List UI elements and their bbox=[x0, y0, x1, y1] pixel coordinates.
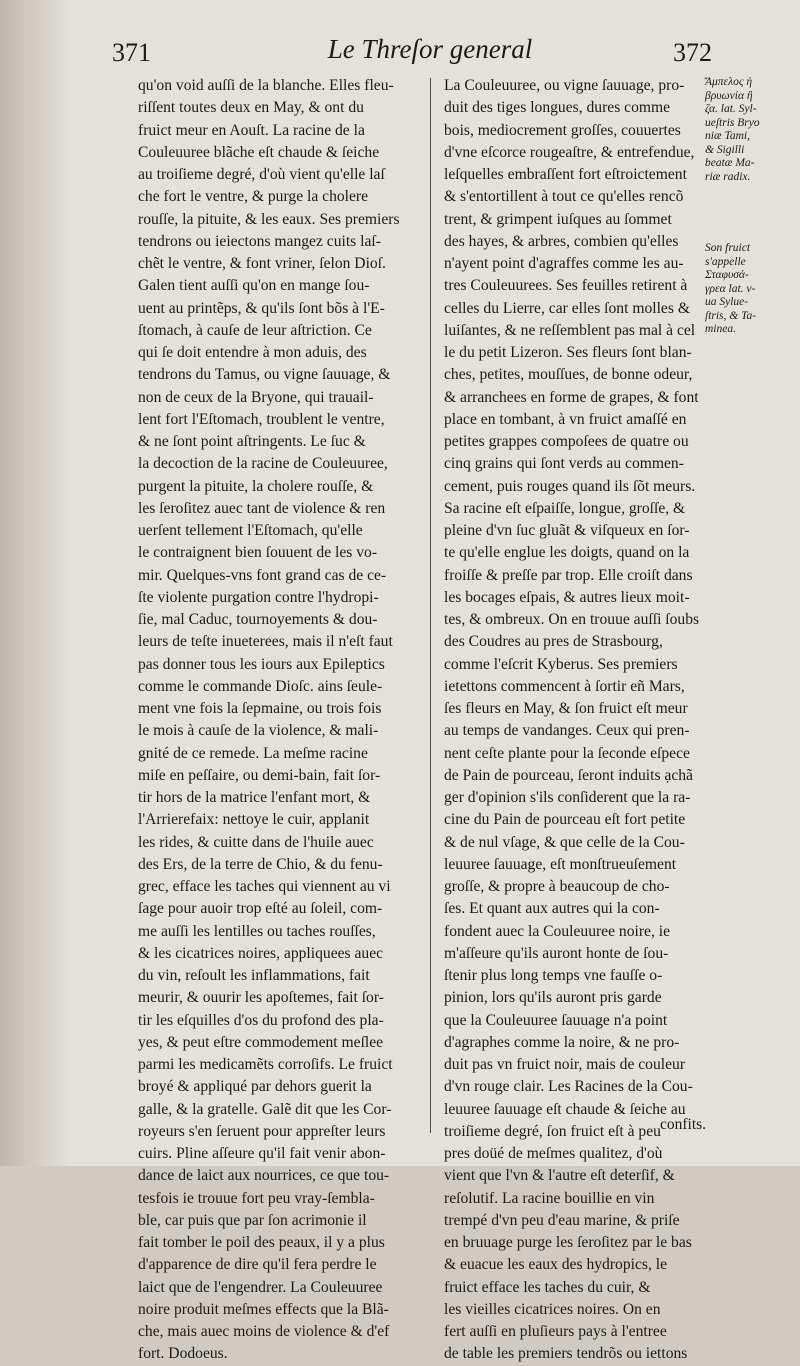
text-line: ment vne fois la ſepmaine, ou trois fois bbox=[138, 700, 382, 717]
text-line: cine du Pain de pourceau eſt fort petite bbox=[444, 811, 686, 829]
text-line: m'aſſeure qu'ils auront honte de ſou- bbox=[444, 944, 669, 962]
text-line: le du petit Lizeron. Ses fleurs ſont blan- bbox=[444, 344, 692, 361]
text-line: l'Arrierefaix: nettoye le cuir, applanit bbox=[138, 811, 370, 829]
margin-notes bbox=[705, 76, 797, 335]
text-line: duit des tiges longues, dures comme bbox=[444, 99, 671, 117]
margin-note-line: ζα. lat. Syl- bbox=[705, 103, 757, 115]
text-line: ble, car puis que par ſon acrimonie il bbox=[138, 1211, 367, 1229]
column-rule bbox=[430, 78, 431, 1133]
text-line: riſſent toutes deux en May, & ont du bbox=[138, 99, 364, 117]
text-line: & de nul vſage, & que celle de la Cou- bbox=[444, 833, 685, 851]
text-line: d'vne eſcorce rougeaſtre, & entrefendue, bbox=[444, 143, 695, 161]
text-line: les vieilles cicatrices noires. On en bbox=[444, 1300, 661, 1318]
text-line: que la Couleuuree ſauuage n'a point bbox=[444, 1011, 668, 1029]
text-line: fait tomber le poil des peaux, il y a plus bbox=[138, 1234, 385, 1251]
text-line: gnité de ce remede. La meſme racine bbox=[138, 744, 368, 762]
text-line: pas donner tous les iours aux Epileptics bbox=[138, 655, 385, 673]
text-line: grec, efface les taches qui viennent au vi bbox=[138, 878, 391, 895]
margin-note-line: Ἄμπελος ἡ bbox=[705, 76, 753, 88]
text-line: les bocages eſpais, & autres lieux moit- bbox=[444, 588, 690, 606]
text-line: vient que l'vn & l'autre eſt deterſif, & bbox=[444, 1167, 675, 1185]
text-line: ſes fleurs en May, & ſon fruict eſt meur bbox=[444, 700, 688, 717]
text-line: me auſſi les lentilles ou taches rouſſes, bbox=[138, 922, 376, 940]
text-line: les rides, & cuitte dans de l'huile auec bbox=[138, 833, 374, 851]
text-line: en bruuage purge les ſeroſitez par le bas bbox=[444, 1234, 692, 1251]
right-text-column bbox=[444, 75, 706, 1366]
text-line: meurir, & ouurir les apoſtemes, fait ſor- bbox=[138, 989, 384, 1007]
text-line: pres doüé de meſmes qualitez, d'où bbox=[444, 1145, 663, 1162]
text-line: ſie, mal Caduc, tournoyements & dou- bbox=[138, 611, 378, 628]
text-line: ſes. Et quant aux autres qui la con- bbox=[444, 900, 660, 918]
margin-note-line: ueſtris Bryo bbox=[705, 116, 760, 129]
text-line: yes, & peut eſtre commodement meſlee bbox=[138, 1033, 384, 1051]
text-line: comme le commande Dioſc. ains ſeule- bbox=[138, 677, 383, 695]
text-line: du vin, reſoult les inflammations, fait bbox=[138, 967, 370, 984]
text-line: bois, mediocrement groſſes, couuertes bbox=[444, 121, 681, 139]
text-line: leuuree ſauuage, eſt monſtrueuſement bbox=[444, 855, 677, 873]
text-line: leurs de teſte inueterees, mais il n'eſt faut bbox=[138, 633, 393, 651]
text-line: te qu'elle englue les doigts, quand on la bbox=[444, 544, 690, 562]
text-line: groſſe, & propre à beaucoup de cho- bbox=[444, 878, 670, 895]
text-line: ſtomach, à cauſe de leur aſtriction. Ce bbox=[138, 321, 372, 339]
text-line: le contraignent bien ſouuent de les vo- bbox=[138, 544, 378, 562]
text-line: galle, & la gratelle. Galẽ dit que les Cor- bbox=[138, 1100, 392, 1118]
text-line: Couleuuree blãche eſt chaude & ſeiche bbox=[138, 143, 380, 161]
text-line: leuuree ſauuage eſt chaude & ſeiche au bbox=[444, 1100, 686, 1118]
margin-note bbox=[705, 76, 797, 184]
margin-note-line: ua Sylue- bbox=[705, 296, 749, 308]
text-line: mir. Quelques-vns font grand cas de ce- bbox=[138, 566, 387, 584]
text-line: ches, petites, mouſſues, de bonne odeur, bbox=[444, 366, 693, 384]
text-line: cinq grains qui ſont verds au commen- bbox=[444, 455, 684, 473]
text-line: royeurs s'en ſeruent pour appreſter leurs bbox=[138, 1122, 386, 1140]
text-line: ſtenir plus long temps vne fauſſe o- bbox=[444, 967, 663, 984]
text-line: la decoction de la racine de Couleuuree, bbox=[138, 455, 388, 473]
right-page-number: 372 bbox=[673, 38, 712, 67]
text-line: cuirs. Pline aſſeure qu'il fait venir abon- bbox=[138, 1145, 386, 1162]
text-line: ſte violente purgation contre l'hydropi- bbox=[138, 588, 379, 606]
text-line: broyé & appliqué par dehors guerit la bbox=[138, 1078, 372, 1096]
text-line: fruict meur en Aouſt. La racine de la bbox=[138, 121, 365, 139]
text-line: n'ayent point d'agraffes comme les au- bbox=[444, 255, 684, 272]
text-line: che fort le ventre, & purge la cholere bbox=[138, 188, 369, 206]
margin-note-line: βρυωνία ἢ bbox=[705, 89, 753, 102]
text-line: d'agraphes comme la noire, & ne pro- bbox=[444, 1033, 680, 1051]
margin-note-line: ſtris, & Ta- bbox=[705, 309, 757, 322]
text-line: troiſieme degré, ſon fruict eſt à peu bbox=[444, 1122, 661, 1140]
text-line: ſage pour auoir trop eſté au ſoleil, com- bbox=[138, 900, 383, 918]
text-line: le mois à cauſe de la violence, & mali- bbox=[138, 722, 379, 740]
text-line: noire produit meſmes effects que la Blã- bbox=[138, 1300, 389, 1318]
text-line: dance de laict aux nourrices, ce que tou- bbox=[138, 1167, 390, 1185]
margin-note-line: niæ Tami, bbox=[705, 130, 750, 142]
margin-note-line: Son fruict bbox=[705, 242, 751, 254]
text-line: che, mais auec moins de violence & d'ef bbox=[138, 1323, 390, 1340]
text-line: les ſeroſitez auec tant de violence & ren bbox=[138, 499, 386, 517]
left-page-number: 371 bbox=[112, 38, 151, 67]
text-line: ietettons commencent à ſortir eñ Mars, bbox=[444, 677, 685, 695]
text-line: celles du Lierre, car elles ſont molles & bbox=[444, 299, 690, 317]
text-line: fondent auec la Couleuuree noire, ie bbox=[444, 922, 671, 940]
text-line: miſe en peſſaire, ou demi-bain, fait ſor- bbox=[138, 766, 381, 784]
text-line: uent au printẽps, & qu'ils ſont bõs à l'E- bbox=[138, 299, 385, 317]
text-line: tir les eſquilles d'os du profond des pla- bbox=[138, 1011, 384, 1029]
text-line: des Coudres au pres de Strasbourg, bbox=[444, 633, 663, 651]
text-line: tendrons du Tamus, ou vigne ſauuage, & bbox=[138, 366, 391, 384]
text-line: tendrons ou ieiectons mangez cuits laſ- bbox=[138, 232, 381, 250]
text-line: trent, & grimpent iuſques au ſommet bbox=[444, 210, 672, 228]
left-text-column bbox=[138, 75, 420, 1366]
text-line: fort. Dodoeus. bbox=[138, 1345, 228, 1363]
text-line: cement, puis rouges quand ils ſõt meurs. bbox=[444, 477, 696, 495]
text-line: purgent la pituite, la cholere rouſſe, & bbox=[138, 477, 374, 495]
facing-page-shadow bbox=[0, 0, 70, 1166]
text-line: des Ers, de la terre de Chio, & du fenu- bbox=[138, 855, 383, 873]
text-line: fert auſſi en pluſieurs pays à l'entree bbox=[444, 1323, 667, 1340]
text-line: froiſſe & preſſe par trop. Elle croiſt dans bbox=[444, 566, 693, 584]
margin-note bbox=[705, 242, 756, 337]
margin-note-line: & Sigilli bbox=[705, 143, 745, 156]
text-line: & s'entortillent à tout ce qu'elles rencõ bbox=[444, 188, 684, 206]
catchword: confits. bbox=[660, 1116, 707, 1133]
text-line: au temps de vandanges. Ceux qui pren- bbox=[444, 722, 690, 740]
text-line: rouſſe, la pituite, & les eaux. Ses premiers bbox=[138, 210, 400, 228]
text-line: d'apparence de dire qu'il fera perdre le bbox=[138, 1256, 377, 1274]
text-line: parmi les medicamẽts corroſifs. Le fruict bbox=[138, 1056, 393, 1073]
text-line: laict que de l'engendrer. La Couleuuree bbox=[138, 1278, 383, 1296]
text-line: qu'on void auſſi de la blanche. Elles fleu- bbox=[138, 77, 394, 94]
text-line: leſquelles embraſſent fort eſtroictement bbox=[444, 166, 687, 183]
text-line: pinion, lors qu'ils auront pris garde bbox=[444, 989, 662, 1007]
text-line: de table les premiers tendrõs ou iettons bbox=[444, 1345, 688, 1363]
margin-note-line: Σταφυσά- bbox=[705, 269, 749, 281]
margin-note-line: minea. bbox=[705, 323, 736, 335]
text-line: des hayes, & arbres, combien qu'elles bbox=[444, 232, 679, 250]
text-line: & euacue les eaux des hydropics, le bbox=[444, 1256, 667, 1274]
text-line: fruict efface les taches du cuir, & bbox=[444, 1278, 651, 1296]
margin-note-line: s'appelle bbox=[705, 255, 746, 268]
text-line: non de ceux de la Bryone, qui trauail- bbox=[138, 388, 374, 406]
text-line: Galen tient auſſi qu'on en mange ſou- bbox=[138, 277, 370, 295]
text-line: tesfois ie trouue fort peu vray-ſembla- bbox=[138, 1189, 375, 1207]
text-line: pleine d'vn ſuc gluãt & viſqueux en ſor- bbox=[444, 522, 690, 539]
text-line: comme l'eſcrit Kyberus. Ses premiers bbox=[444, 655, 678, 673]
text-line: uerſent tellement l'Eſtomach, qu'elle bbox=[138, 522, 363, 539]
text-line: chẽt le ventre, & font vriner, ſelon Dioſ. bbox=[138, 255, 386, 272]
margin-note-line: γρεα lat. v- bbox=[705, 282, 756, 295]
text-line: duit pas vn fruict noir, mais de couleur bbox=[444, 1056, 686, 1073]
text-line: qui ſe doit entendre à mon aduis, des bbox=[138, 344, 367, 361]
text-line: lent fort l'Eſtomach, troublent le ventre, bbox=[138, 410, 385, 428]
margin-note-line: riæ radix. bbox=[705, 170, 751, 183]
text-line: tir hors de la matrice l'enfant mort, & bbox=[138, 789, 371, 806]
text-line: La Couleuuree, ou vigne ſauuage, pro- bbox=[444, 77, 685, 94]
text-line: place en tombant, à vn fruict amaſſé en bbox=[444, 410, 687, 428]
text-line: & arranchees en forme de grapes, & font bbox=[444, 388, 699, 406]
text-line: & ne ſont point aſtringents. Le ſuc & bbox=[138, 433, 366, 450]
text-line: reſolutif. La racine bouillie en vin bbox=[444, 1189, 655, 1207]
text-line: ger d'opinion s'ils conſiderent que la ra- bbox=[444, 789, 691, 806]
text-line: & les cicatrices noires, appliquees auec bbox=[138, 944, 384, 962]
text-line: Sa racine eſt eſpaiſſe, longue, groſſe, & bbox=[444, 499, 686, 517]
running-title: Le Threſor general bbox=[327, 34, 533, 64]
text-line: au troiſieme degré, d'où vient qu'elle laſ bbox=[138, 166, 385, 183]
text-line: trempé d'vn peu d'eau marine, & priſe bbox=[444, 1211, 680, 1229]
text-line: de Pain de pourceau, ſeront induits ạchã bbox=[444, 766, 693, 784]
text-line: luiſantes, & ne reſſemblent pas mal à cel bbox=[444, 321, 696, 339]
text-line: tres Couleuurees. Ses feuilles retirent à bbox=[444, 277, 688, 295]
text-line: tes, & ombreux. On en trouue auſſi ſoubs bbox=[444, 611, 700, 628]
text-line: d'vn rouge clair. Les Racines de la Cou- bbox=[444, 1078, 693, 1096]
margin-note-line: beatæ Ma- bbox=[705, 157, 755, 169]
text-line: nent ceſte plante pour la ſeconde eſpece bbox=[444, 744, 690, 762]
text-line: petites grappes compoſees de quatre ou bbox=[444, 433, 689, 450]
